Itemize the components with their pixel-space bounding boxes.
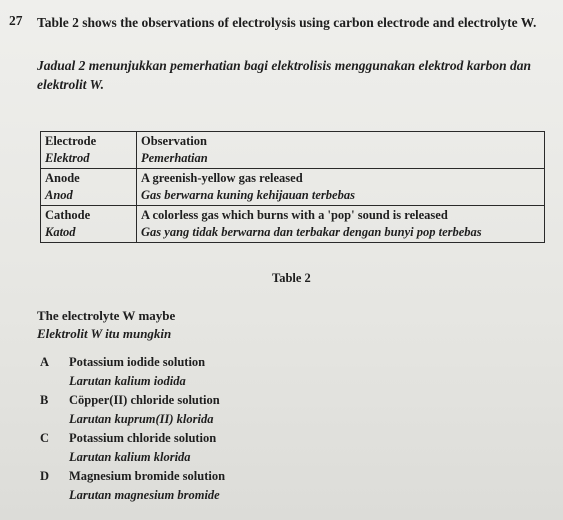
table-header-row — [41, 132, 545, 169]
observation-en: A colorless gas which burns with a 'pop' sound is released — [141, 208, 448, 222]
question-number: 27 — [9, 13, 23, 28]
header-electrode-ms: Elektrod — [45, 151, 90, 165]
header-electrode-cell — [41, 132, 137, 169]
electrode-ms: Katod — [45, 225, 76, 239]
observation-cell — [137, 206, 545, 243]
observation-cell — [137, 169, 545, 206]
table-row — [41, 169, 545, 206]
option-letter: A — [40, 355, 50, 369]
observation-table — [40, 131, 545, 243]
table-caption: Table 2 — [272, 271, 311, 285]
electrode-cell — [41, 206, 137, 243]
observation-ms: Gas berwarna kuning kehijauan terbebas — [141, 188, 355, 202]
electrode-ms: Anod — [45, 188, 73, 202]
option-letter: B — [40, 393, 49, 407]
electrode-en: Anode — [45, 171, 80, 185]
prompt-malay: Elektrolit W itu mungkin — [37, 326, 172, 341]
option-text-ms: Larutan kuprum(II) klorida — [69, 412, 214, 426]
option-text-en: Potassium iodide solution — [69, 355, 206, 369]
option-text-ms: Larutan magnesium bromide — [69, 488, 220, 502]
prompt-english: The electrolyte W maybe — [37, 308, 176, 323]
question-stem-malay: Jadual 2 menunjukkan pemerhatian bagi elektrolisis menggunakan elektrod karbon dan elektrolit W. — [37, 58, 531, 92]
option-letter: C — [40, 431, 50, 445]
electrode-cell — [41, 169, 137, 206]
table-row — [41, 206, 545, 243]
observation-ms: Gas yang tidak berwarna dan terbakar dengan bunyi pop terbebas — [141, 225, 482, 239]
option-text-en: Potassium chloride solution — [69, 431, 217, 445]
option-letter: D — [40, 469, 50, 483]
electrode-en: Cathode — [45, 208, 91, 222]
option-text-ms: Larutan kalium iodida — [69, 374, 186, 388]
header-observation-cell — [137, 132, 545, 169]
question-stem-english: Table 2 shows the observations of electrolysis using carbon electrode and electrolyte W. — [37, 15, 537, 30]
header-electrode-en: Electrode — [45, 134, 97, 148]
header-observation-en: Observation — [141, 134, 207, 148]
option-text-en: Cöpper(II) chloride solution — [69, 393, 220, 407]
header-observation-ms: Pemerhatian — [141, 151, 208, 165]
observation-en: A greenish-yellow gas released — [141, 171, 303, 185]
option-text-ms: Larutan kalium klorida — [69, 450, 191, 464]
option-text-en: Magnesium bromide solution — [69, 469, 226, 483]
